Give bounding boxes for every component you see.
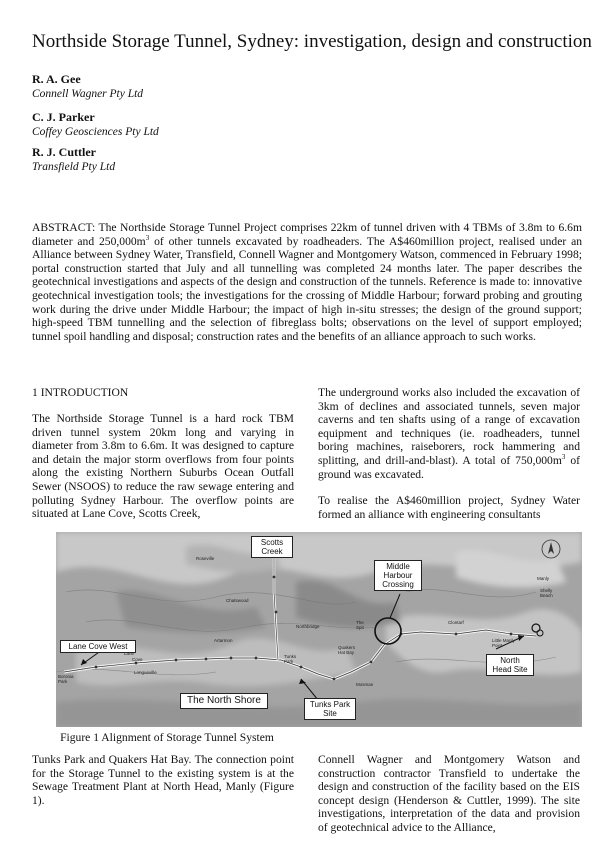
intro-paragraph-right-2: To realise the A$460million project, Sydney Water formed an alliance with engineering consultants [318, 494, 580, 521]
place-label: Cove [132, 657, 143, 662]
paragraph-text-start: The underground works also included the excavation of 3km of declines and associated tunnels, seven major caverns and ten shafts using of a range of excavation equipment and techniques (ie. roadheaders, tunnel boring machines, raiseborers, rock hammering and splitting, and drill-and-blast). A total of 750,000m [318, 386, 580, 467]
intro-paragraph-right-1 [318, 386, 580, 481]
place-label: Mosman [356, 682, 374, 687]
place-label: The Spit [356, 620, 364, 630]
middle-harbour-label: Middle Harbour Crossing [374, 560, 422, 591]
intro-paragraph-2: Tunks Park and Quakers Hat Bay. The connection point for the Storage Tunnel to the existing system is at the Sewage Treatment Plant at North Head, Manly (Figure 1). [32, 753, 294, 807]
section-heading: 1 INTRODUCTION [32, 386, 129, 399]
north-head-label: North Head Site [486, 654, 534, 676]
author-name: R. J. Cuttler [32, 145, 96, 159]
scotts-creek-label: Scotts Creek [251, 536, 293, 558]
paper-title: Northside Storage Tunnel, Sydney: investigation, design and construction [32, 31, 592, 52]
author-block [32, 110, 332, 140]
tunks-park-label: Tunks Park Site [304, 698, 356, 720]
place-label: Manly [537, 576, 550, 581]
author-affiliation: Transfield Pty Ltd [32, 161, 116, 173]
place-label: Chatswood [226, 598, 249, 603]
abstract-text-start: ABSTRACT: The Northside Storage Tunnel Project comprises 22km of tunnel driven with 4 TBMs of 3.8m to 6.6m diameter and 250,000m [32, 221, 582, 248]
superscript: 3 [561, 453, 566, 462]
place-label: Clontarf [448, 620, 464, 625]
paragraph-text-end: of ground was excavated. [318, 453, 581, 481]
north-shore-label: The North Shore [180, 693, 268, 709]
place-label: Northbridge [296, 624, 320, 629]
superscript: 3 [145, 233, 150, 242]
place-label: Quakers Hat Bay [338, 645, 356, 655]
author-name: R. A. Gee [32, 72, 81, 86]
author-block [32, 72, 332, 102]
place-label: Shelly Beach [540, 588, 553, 598]
lane-cove-west-label: Lane Cove West [60, 640, 136, 653]
intro-paragraph-right-3: Connell Wagner and Montgomery Watson and construction contractor Transfield to undertake the design and construction of the facility based on the EIS concept design (Henderson & Cuttler, 1999). The site investigations, interpretation of the data and provision of geotechnical advice to the Alliance, [318, 753, 580, 834]
place-label: Artarmon [214, 638, 233, 643]
author-affiliation: Coffey Geosciences Pty Ltd [32, 126, 159, 138]
place-label: Tunks Park [284, 654, 297, 664]
place-label: Longueville [134, 670, 157, 675]
intro-paragraph-1: The Northside Storage Tunnel is a hard rock TBM driven tunnel system 20km long and varying in diameter from 3.8m to 6.6m. It was designed to capture and detain the major storm overflows from four points along the existing Northern Suburbs Ocean Outfall Sewer (NSOOS) to reduce the raw sewage entering and polluting Sydney Harbour. The overflow points are situated at Lane Cove, Scotts Creek, [32, 412, 294, 521]
place-label: Roseville [196, 556, 215, 561]
place-label: Boronia Park [58, 674, 74, 684]
place-label: Lane [124, 651, 135, 656]
figure-caption: Figure 1 Alignment of Storage Tunnel System [60, 731, 274, 744]
author-block [32, 145, 332, 175]
abstract [32, 221, 582, 343]
author-affiliation: Connell Wagner Pty Ltd [32, 88, 144, 100]
place-label: Little Manly Point [492, 638, 515, 648]
abstract-text-end: of other tunnels excavated by roadheaders. The A$460million project, realised under an Alliance between Sydney Water, Transfield, Connell Wagner and Montgomery Watson, commenced in February 1998; portal construction started that July and all tunnelling was completed 24 months later. The paper describes the geotechnical investigations and aspects of the design and construction of the tunnels. Reference is made to: innovative geotechnical investigation tools; the investigations for the crossing of Middle Harbour; forward probing and grouting work during the drive under Middle Harbour; the impact of high in-situ stresses; the design of the ground support; high-speed TBM tunnelling and the selection of fibreglass bolts; observations on the level of support employed; tunnel spoil handling and disposal; construction rates and the benefits of an alliance approach to such works. [32, 234, 583, 343]
alignment-map-figure [56, 532, 582, 727]
author-name: C. J. Parker [32, 110, 95, 124]
